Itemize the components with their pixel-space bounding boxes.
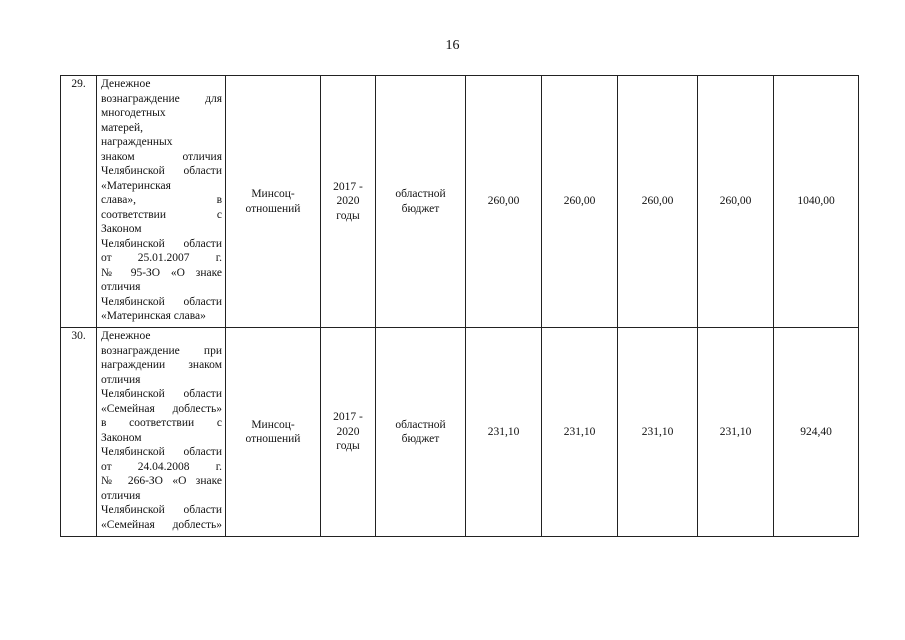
description-line: Челябинской области [101,504,222,516]
year-value-cell: 260,00 [698,76,774,328]
row-number-cell: 30. [61,328,97,537]
description-line: Челябинской области [101,237,222,250]
funding-source-cell [376,76,466,328]
description-line: «Семейная доблесть» [101,402,222,415]
period-cell-line: 2017 - [333,180,363,193]
description-line: Денежное [101,330,151,342]
funding-source-cell-line: областной [395,188,446,200]
description-line: «Материнская слава» [101,310,206,322]
description-line: матерей, [101,121,144,134]
description-line: Денежное [101,78,151,90]
funding-source-cell [376,328,466,537]
description-line: Челябинской области [101,388,222,400]
description-cell [97,76,226,328]
budget-table [60,75,859,537]
description-line: вознаграждение для [101,92,222,105]
total-value-cell: 924,40 [774,328,859,537]
period-cell-line: 2020 [336,195,360,208]
year-value-cell: 260,00 [542,76,618,328]
description-line: вознаграждение при [101,344,222,357]
description-line: «Материнская [101,179,171,192]
period-cell-line: 2017 - [333,411,363,424]
row-number-cell: 29. [61,76,97,328]
year-value-cell: 231,10 [542,328,618,537]
description-line: «Семейная доблесть» [101,518,222,531]
period-cell [321,76,376,328]
period-cell-line: 2020 [336,425,360,438]
description-line: отличия [101,373,141,386]
description-line: № 95-ЗО «О знаке [101,266,222,279]
description-line: награждении знаком [101,359,222,371]
description-cell [97,328,226,537]
executor-cell [226,76,321,328]
description-line: соответствии с [101,208,222,221]
period-cell-line: годы [336,440,360,453]
page-number: 16 [445,38,460,53]
year-value-cell: 231,10 [698,328,774,537]
funding-source-cell-line: областной [395,418,446,431]
description-line: от 25.01.2007 г. [101,252,222,264]
description-line: отличия [101,489,141,502]
year-value-cell: 260,00 [618,76,698,328]
executor-cell-line: отношений [245,202,301,215]
year-value-cell: 260,00 [466,76,542,328]
year-value-cell: 231,10 [466,328,542,537]
year-value-cell: 231,10 [618,328,698,537]
description-line: знаком отличия [101,150,222,163]
description-line: Челябинской области [101,446,222,458]
description-line: Челябинской области [101,295,222,308]
description-line: Законом [101,223,142,235]
period-cell [321,328,376,537]
description-line: награжденных [101,136,173,148]
period-cell-line: годы [336,209,360,222]
description-line: в соответствии с [101,417,222,429]
total-value-cell: 1040,00 [774,76,859,328]
description-line: № 266-ЗО «О знаке [101,475,222,487]
description-line: Челябинской области [101,165,222,177]
executor-cell-line: Минсоц- [251,418,295,431]
executor-cell-line: Минсоц- [251,188,295,200]
executor-cell-line: отношений [245,433,301,445]
description-line: от 24.04.2008 г. [101,460,222,473]
description-line: многодетных [101,107,166,119]
executor-cell [226,328,321,537]
description-line: Законом [101,431,142,444]
description-line: слава», в [101,194,222,206]
funding-source-cell-line: бюджет [401,433,440,445]
table-row [61,328,859,537]
funding-source-cell-line: бюджет [401,202,440,215]
description-line: отличия [101,281,141,293]
table-row [61,76,859,328]
